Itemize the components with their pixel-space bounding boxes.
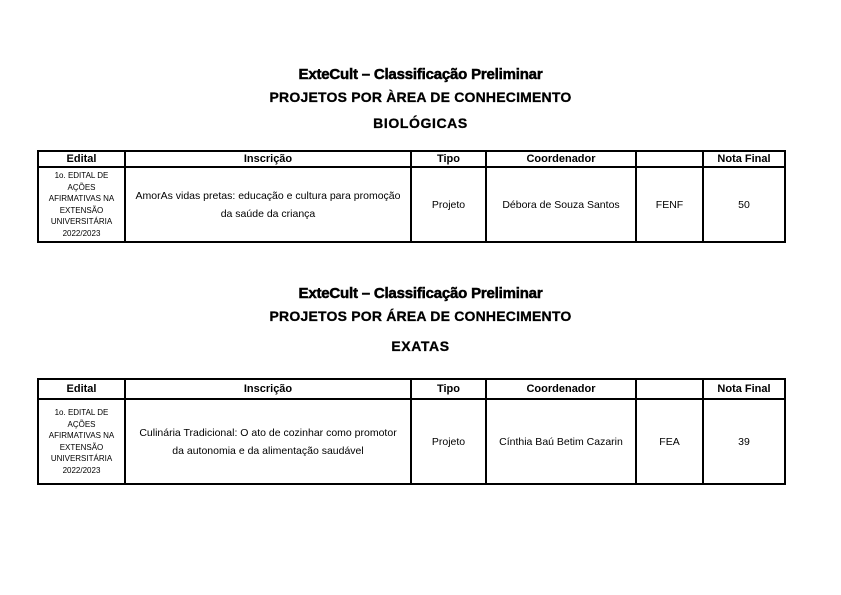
col-header-coordenador: Coordenador [486, 379, 636, 399]
cell-inscricao: Culinária Tradicional: O ato de cozinhar como promotor da autonomia e da alimentação saudável [125, 399, 411, 484]
col-header-tipo: Tipo [411, 379, 486, 399]
section-category: BIOLÓGICAS [373, 115, 468, 131]
section-title: ExteCult – Classificação Preliminar [298, 66, 543, 83]
section-title: ExteCult – Classificação Preliminar [298, 285, 543, 302]
col-header-nota-final: Nota Final [703, 379, 785, 399]
cell-tipo: Projeto [411, 167, 486, 242]
cell-edital: 1o. EDITAL DE AÇÕES AFIRMATIVAS NA EXTENSÃO UNIVERSITÁRIA 2022/2023 [38, 167, 125, 242]
table-header-row [38, 151, 785, 167]
section-subtitle: PROJETOS POR ÁREA DE CONHECIMENTO [269, 308, 572, 324]
col-header-inscricao: Inscrição [125, 151, 411, 167]
col-header-unit [636, 151, 703, 167]
col-header-unit [636, 379, 703, 399]
section-exatas-headings [0, 285, 841, 354]
col-header-edital: Edital [38, 151, 125, 167]
cell-unit: FEA [636, 399, 703, 484]
cell-tipo: Projeto [411, 399, 486, 484]
cell-nota-final: 50 [703, 167, 785, 242]
cell-unit: FENF [636, 167, 703, 242]
table-row [38, 167, 785, 242]
table-exatas-wrapper [37, 378, 784, 485]
table-row [38, 399, 785, 484]
section-category: EXATAS [391, 338, 450, 354]
cell-edital: 1o. EDITAL DE AÇÕES AFIRMATIVAS NA EXTENSÃO UNIVERSITÁRIA 2022/2023 [38, 399, 125, 484]
table-header-row [38, 379, 785, 399]
section-subtitle: PROJETOS POR ÀREA DE CONHECIMENTO [269, 89, 572, 105]
col-header-edital: Edital [38, 379, 125, 399]
table-biologicas-wrapper [37, 150, 784, 243]
cell-coordenador: Cínthia Baú Betim Cazarin [486, 399, 636, 484]
cell-inscricao: AmorAs vidas pretas: educação e cultura para promoção da saúde da criança [125, 167, 411, 242]
section-biologicas-headings [0, 66, 841, 131]
col-header-coordenador: Coordenador [486, 151, 636, 167]
table-exatas [37, 378, 786, 485]
col-header-inscricao: Inscrição [125, 379, 411, 399]
table-biologicas [37, 150, 786, 243]
col-header-tipo: Tipo [411, 151, 486, 167]
cell-nota-final: 39 [703, 399, 785, 484]
col-header-nota-final: Nota Final [703, 151, 785, 167]
cell-coordenador: Débora de Souza Santos [486, 167, 636, 242]
